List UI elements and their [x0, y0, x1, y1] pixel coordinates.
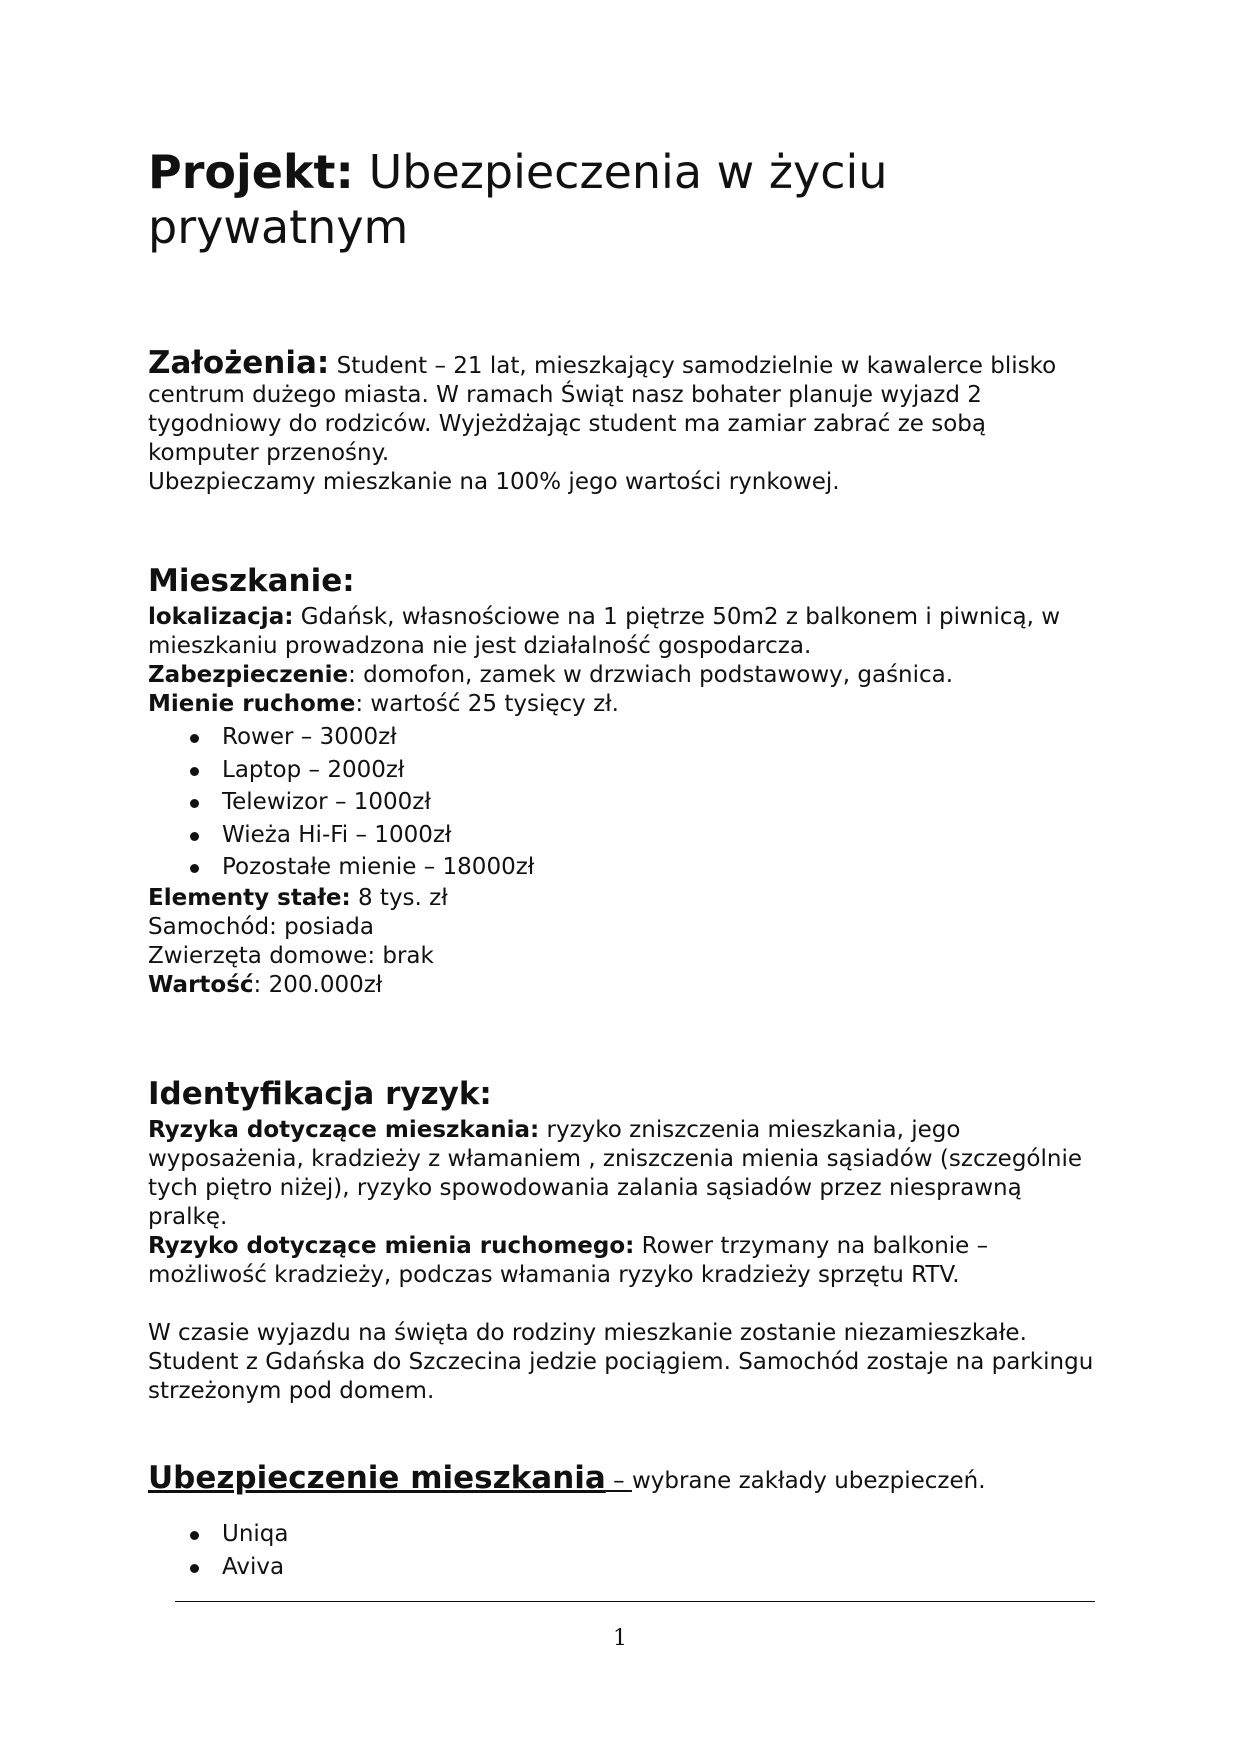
wartosc-label: Wartość: [148, 971, 254, 998]
zalozenia-heading: Założenia:: [148, 345, 330, 381]
ryzyka-mienia-paragraph: [148, 1232, 1098, 1290]
ubezpieczenie-dash: –: [605, 1468, 632, 1494]
bullet-icon: [190, 767, 199, 776]
zabezpieczenie-label: Zabezpieczenie: [148, 662, 349, 688]
list-item-text: Wieża Hi-Fi – 1000zł: [222, 821, 452, 848]
zalozenia-text: Student – 21 lat, mieszkający samodzielnie w kawalerce blisko centrum dużego miasta. W ramach Świąt nasz bohater planuje wyjazd 2 tygodniowy do rodziców. Wyjeżdżając student ma zamiar zabrać ze sobą komputer przenośny.: [148, 353, 1057, 466]
title-rest: Ubezpieczenia w życiu prywatnym: [148, 145, 888, 254]
list-item-text: Laptop – 2000zł: [222, 756, 405, 783]
list-item-text: Rower – 3000zł: [222, 724, 397, 750]
list-item: [148, 1518, 1108, 1551]
lokalizacja-label: lokalizacja:: [148, 604, 294, 630]
wyjazd-paragraph: W czasie wyjazdu na święta do rodziny mieszkanie zostanie niezamieszkałe. Student z Gdańska do Szczecina jedzie pociągiem. Samochód zostaje na parkingu strzeżonym pod domem.: [148, 1320, 1094, 1404]
bullet-icon: [190, 1564, 199, 1573]
list-item-text: Uniqa: [222, 1521, 289, 1547]
ryzyka-mienia-label: Ryzyko dotyczące mienia ruchomego:: [148, 1233, 635, 1259]
list-item: [148, 819, 1098, 852]
zabezpieczenie-line: [148, 661, 1098, 690]
mienie-label: Mienie ruchome: [148, 691, 356, 717]
mieszkanie-heading: Mieszkanie:: [148, 563, 355, 599]
list-item: [148, 786, 1098, 819]
bullet-icon: [190, 799, 199, 808]
section-ubezpieczenie: [148, 1460, 1108, 1583]
elementy-value: 8 tys. zł: [350, 884, 448, 911]
lokalizacja-value: Gdańsk, własnościowe na 1 piętrze 50m2 z balkonem i piwnicą, w mieszkaniu prowadzona nie jest działalność gospodarcza.: [148, 604, 1061, 659]
mienie-line: [148, 690, 1098, 719]
zabezpieczenie-value: : domofon, zamek w drzwiach podstawowy, gaśnica.: [348, 662, 954, 688]
zwierzeta-line: Zwierzęta domowe: brak: [148, 942, 434, 969]
wartosc-line: [148, 971, 1098, 1000]
lokalizacja-line: [148, 603, 1098, 661]
list-item: [148, 1551, 1108, 1584]
ubezpieczenie-heading: Ubezpieczenie mieszkania: [148, 1460, 606, 1496]
paragraph-spacer: [148, 1290, 1098, 1319]
title-bold: Projekt:: [148, 145, 354, 199]
zalozenia-paragraph: [148, 345, 1098, 468]
list-item: [148, 721, 1098, 754]
ryzyka-mieszkania-label: Ryzyka dotyczące mieszkania:: [148, 1117, 540, 1143]
elementy-line: [148, 884, 1098, 913]
ryzyka-mieszkania-paragraph: [148, 1116, 1098, 1232]
ubezpieczenie-subtitle: wybrane zakłady ubezpieczeń.: [631, 1468, 986, 1494]
wartosc-value: : 200.000zł: [253, 971, 383, 998]
ryzyka-mienia-value: Rower trzymany na balkonie – możliwość kradzieży, podczas włamania ryzyko kradzieży sprzętu RTV.: [148, 1233, 989, 1288]
ubezpieczenie-heading-line: [148, 1460, 1108, 1496]
zalozenia-text-2: Ubezpieczamy mieszkanie na 100% jego wartości rynkowej.: [148, 469, 840, 495]
list-item: [148, 754, 1098, 787]
ryzyka-heading: Identyfikacja ryzyk:: [148, 1076, 492, 1112]
mienie-list: [148, 721, 1098, 884]
section-zalozenia: [148, 345, 1098, 497]
page-number: 1: [613, 1626, 627, 1651]
list-item: [148, 851, 1098, 884]
mienie-value: : wartość 25 tysięcy zł.: [355, 691, 619, 717]
section-mieszkanie: [148, 563, 1098, 1000]
ryzyka-mieszkania-value: ryzyko zniszczenia mieszkania, jego wyposażenia, kradzieży z włamaniem , zniszczenia mienia sąsiadów (szczególnie tych piętro niżej), ryzyko spowodowania zalania sąsiadów przez niesprawną pralkę.: [148, 1117, 1083, 1230]
list-item-text: Pozostałe mienie – 18000zł: [222, 854, 535, 880]
bullet-icon: [190, 832, 199, 841]
list-item-text: Aviva: [222, 1553, 285, 1580]
bullet-icon: [190, 1531, 199, 1540]
footer-divider: [175, 1601, 1095, 1602]
list-item-text: Telewizor – 1000zł: [222, 789, 431, 815]
bullet-icon: [190, 734, 199, 743]
samochod-line: Samochód: posiada: [148, 913, 374, 940]
document-title: [148, 145, 1098, 255]
section-ryzyka: [148, 1076, 1098, 1406]
insurers-list: [148, 1518, 1108, 1583]
bullet-icon: [190, 864, 199, 873]
elementy-label: Elementy stałe:: [148, 884, 351, 911]
